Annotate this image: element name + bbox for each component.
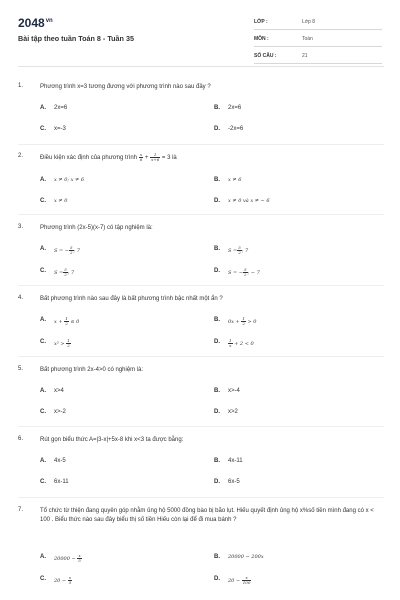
question-5: 5. Bất phương trình 2x-4>0 có nghiệm là: A. x>4 B. x>-4 C. x>-2 D. x>2 [18, 366, 384, 416]
question-number: 2. [18, 153, 24, 159]
question-text: Bất phương trình nào sau đây là bất phương trình bậc nhất một ẩn ? [40, 296, 223, 302]
question-text: Phương trình x=3 tương đương với phương trình nào sau đây ? [40, 84, 211, 90]
question-divider [18, 144, 384, 145]
question-text: Tổ chức từ thiện đang quyên góp nhằm ủng hộ 5000 đồng bào bị bão lụt. Hiếu quyết định ủng hộ x%số tiền mình đang có x < 100 . Biểu thức nào sau đây biểu thị số tiền Hiếu còn lại để đi mua bánh ? [40, 508, 374, 523]
question-4: 4. Bất phương trình nào sau đây là bất phương trình bậc nhất một ẩn ? A. x + $\frac{1}{2}$ ≤ 0 B. 0x + $\frac{1}{2}$ > 0 C. x² > $\frac{1}{2}$ D. $\frac{1}{x}$ + 2 < 0 [18, 295, 384, 347]
question-divider [18, 285, 384, 286]
question-number: 6. [18, 436, 24, 442]
question-text: Điều kiện xác định của phương trình $\frac{x}{6}$ + $\frac{1}{x+6}$ = 3 là [40, 152, 177, 162]
meta-key: LỚP : [254, 19, 268, 25]
meta-table [254, 16, 382, 67]
header-divider [18, 66, 384, 67]
question-divider [18, 497, 384, 498]
fraction: $\frac{x}{6}$ [139, 152, 143, 162]
question-1: 1. Phương trình x=3 tương đương với phương trình nào sau đây ? A. 2x=6 B. 2x=6 C. x=-3 D. -2x=6 [18, 83, 384, 133]
question-number: 5. [18, 366, 24, 372]
header [18, 14, 384, 66]
meta-value: 21 [302, 53, 308, 59]
question-3: 3. Phương trình (2x-5)(x-7) có tập nghiệm là: A. S = − $\frac{5}{2}$ ; 7 B. S = $\frac{5}{2}$ ; 7 C. S = $\frac{5}{2}$ ; 7 D. S = − $\frac{5}{2}$ ; − 7 [18, 224, 384, 276]
question-number: 1. [18, 83, 24, 89]
question-2: 2. Điều kiện xác định của phương trình $\frac{x}{6}$ + $\frac{1}{x+6}$ = 3 là A. x ≠ 0; x ≠ 6 B. x ≠ 6 C. x ≠ 0 D. x ≠ 0 và x ≠ − 6 [18, 153, 384, 205]
question-number: 7. [18, 507, 24, 513]
meta-row-class [254, 16, 382, 30]
meta-key: MÔN : [254, 36, 269, 42]
question-divider [18, 214, 384, 215]
meta-row-count [254, 50, 382, 64]
question-text: Bất phương trình 2x-4>0 có nghiệm là: [40, 367, 144, 373]
brand-logo: $2048^{vn}$ [18, 16, 53, 30]
meta-value: Lớp 8 [302, 19, 316, 25]
page-title: Bài tập theo tuần Toán 8 - Tuần 35 [18, 34, 134, 43]
question-6: 6. Rút gọn biểu thức A=|3-x|+5x-8 khi x<3 ta được bằng: A. 4x-5 B. 4x-11 C. 6x-11 D. 6x-5 [18, 436, 384, 486]
question-7: 7. Tổ chức từ thiện đang quyên góp nhằm ủng hộ 5000 đồng bào bị bão lụt. Hiếu quyết định ủng hộ x%số tiền mình đang có x < 100 . Biểu thức nào sau đây biểu thị số tiền Hiếu còn lại để đi mua bánh ? A. 20000 − $\frac{x}{5}$ B. 20000 − 200x C. 20 − $\frac{x}{5}$ D. 20 − $\frac{x}{100}$ [18, 507, 384, 595]
meta-value: Toán [302, 36, 313, 42]
question-divider [18, 426, 384, 427]
question-text: Rút gọn biểu thức A=|3-x|+5x-8 khi x<3 ta được bằng: [40, 437, 184, 443]
fraction: $\frac{1}{x+6}$ [151, 152, 160, 162]
meta-row-subject [254, 33, 382, 47]
meta-key: SỐ CÂU : [254, 53, 277, 59]
question-number: 4. [18, 295, 24, 301]
question-number: 3. [18, 224, 24, 230]
question-text: Phương trình (2x-5)(x-7) có tập nghiệm là: [40, 225, 153, 231]
question-divider [18, 356, 384, 357]
